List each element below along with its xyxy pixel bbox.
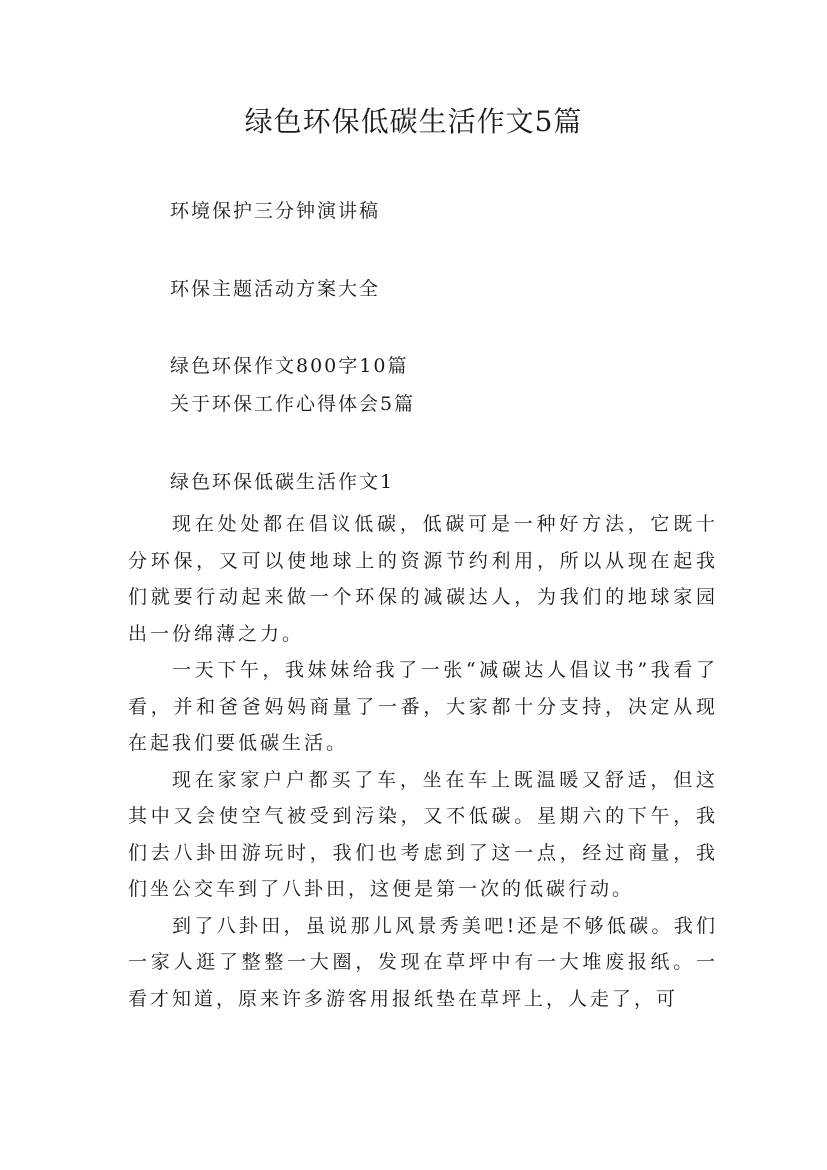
paragraph-1: 现在处处都在倡议低碳，低碳可是一种好方法，它既十分环保，又可以使地球上的资源节约利用，所以从现在起我们就要行动起来做一个环保的减碳达人，为我们的地球家园出一份绵薄之力。 xyxy=(128,513,718,645)
document-title: 绿色环保低碳生活作文5篇 xyxy=(244,105,583,138)
article-body xyxy=(128,506,718,1017)
paragraph-3: 现在家家户户都买了车，坐在车上既温暖又舒适，但这其中又会使空气被受到污染，又不低碳。星期六的下午，我们去八卦田游玩时，我们也考虑到了这一点，经过商量，我们坐公交车到了八卦田，这便是第一次的低碳行动。 xyxy=(128,768,718,900)
related-link-1[interactable]: 环境保护三分钟演讲稿 xyxy=(170,200,381,222)
related-link-3[interactable]: 绿色环保作文800字10篇 xyxy=(170,355,409,377)
section-heading: 绿色环保低碳生活作文1 xyxy=(170,471,395,493)
paragraph-4: 到了八卦田，虽说那儿风景秀美吧!还是不够低碳。我们一家人逛了整整一大圈，发现在草坪中有一大堆废报纸。一看才知道，原来许多游客用报纸垫在草坪上，人走了，可 xyxy=(128,914,718,1010)
related-link-4[interactable]: 关于环保工作心得体会5篇 xyxy=(170,393,416,415)
paragraph-2: 一天下午，我妹妹给我了一张“减碳达人倡议书”我看了看，并和爸爸妈妈商量了一番，大家都十分支持，决定从现在起我们要低碳生活。 xyxy=(128,659,718,754)
related-link-2[interactable]: 环保主题活动方案大全 xyxy=(170,278,381,300)
